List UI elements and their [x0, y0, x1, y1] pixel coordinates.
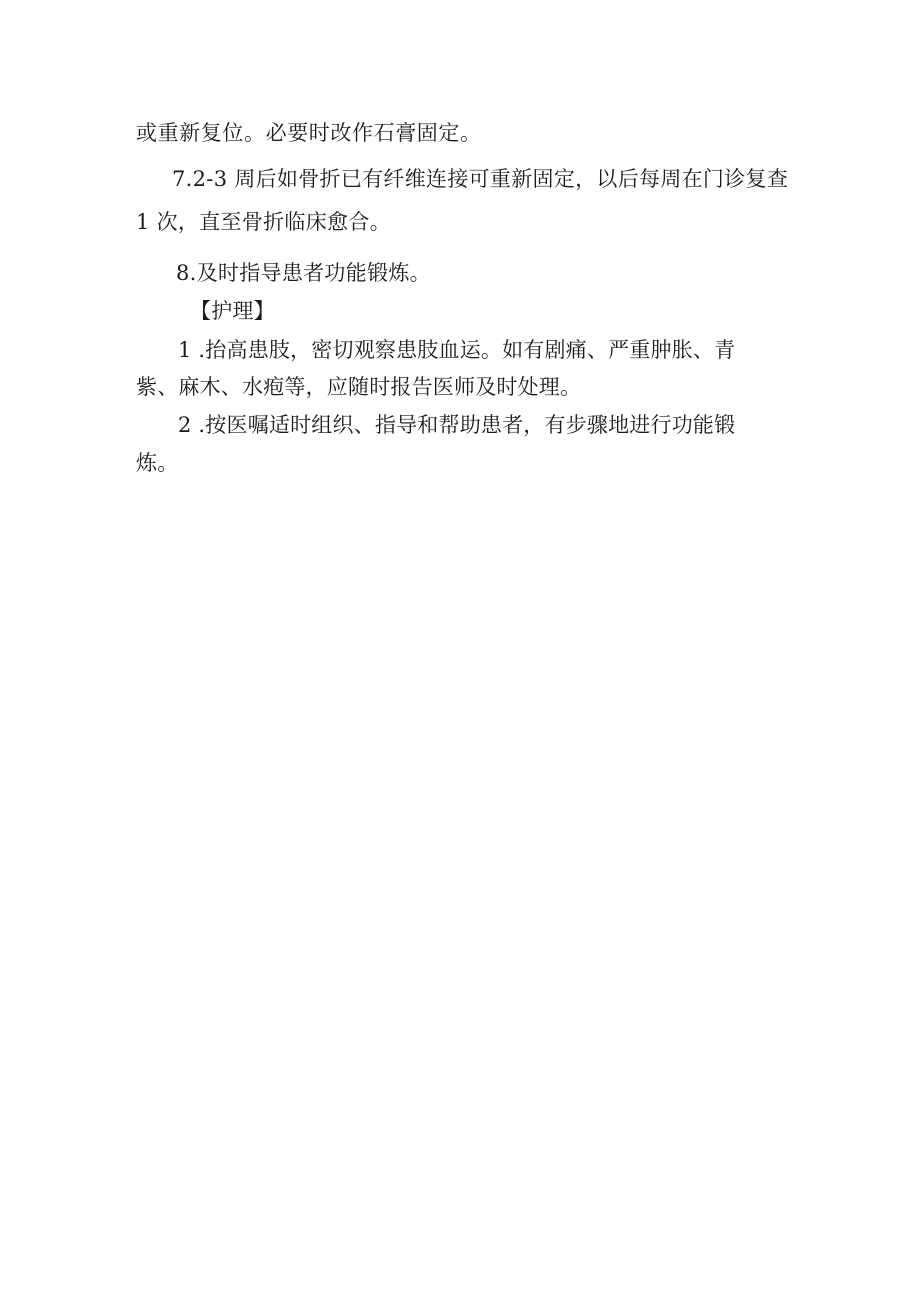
nursing-item-1: 1 .抬高患肢，密切观察患肢血运。如有剧痛、严重肿胀、青	[178, 338, 736, 362]
paragraph-line-followup: 7.2-3 周后如骨折已有纤维连接可重新固定，以后每周在门诊复查	[172, 167, 789, 191]
section-heading-nursing: 【护理】	[190, 299, 275, 323]
paragraph-line-fixation: 或重新复位。必要时改作石膏固定。	[136, 121, 482, 145]
nursing-item-2: 2 .按医嘱适时组织、指导和帮助患者，有步骤地进行功能锻	[178, 413, 736, 437]
paragraph-line-followup-cont: 1 次，直至骨折临床愈合。	[136, 210, 391, 234]
nursing-item-1-cont: 紫、麻木、水疱等，应随时报告医师及时处理。	[136, 375, 582, 399]
nursing-item-2-cont: 炼。	[136, 451, 179, 475]
paragraph-line-exercise: 8.及时指导患者功能锻炼。	[176, 261, 431, 285]
